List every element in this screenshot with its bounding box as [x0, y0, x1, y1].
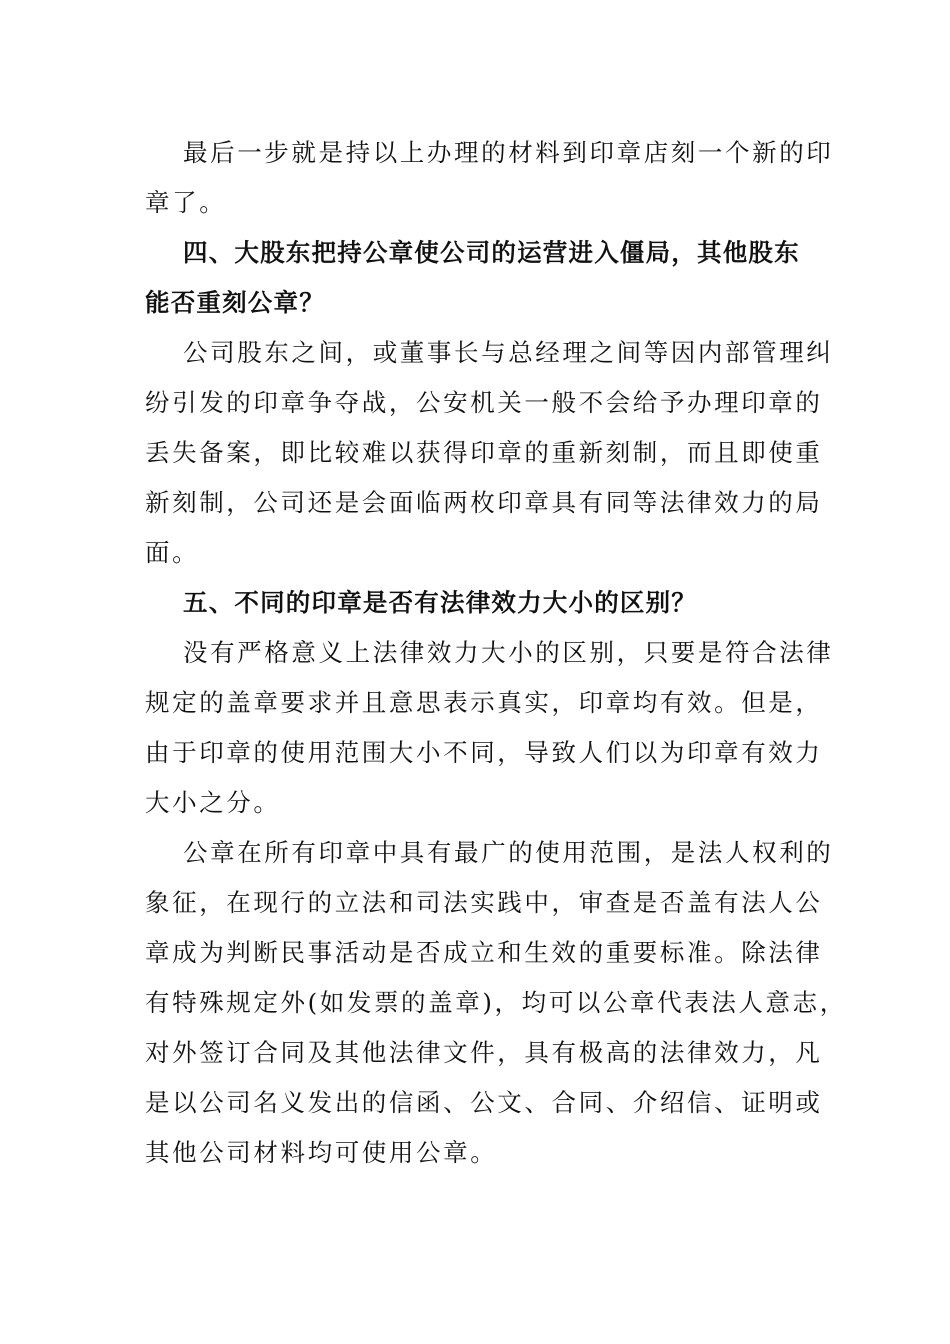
text-line: 是以公司名义发出的信函、公文、合同、介绍信、证明或 — [145, 1088, 823, 1117]
text-line: 纷引发的印章争夺战，公安机关一般不会给予办理印章的 — [145, 388, 823, 417]
text-line: 规定的盖章要求并且意思表示真实，印章均有效。但是， — [145, 688, 823, 717]
paragraph — [145, 128, 834, 228]
paragraph — [145, 628, 834, 828]
text-line: 对外签订合同及其他法律文件，具有极高的法律效力，凡 — [145, 1038, 823, 1067]
text-line: 象征，在现行的立法和司法实践中，审查是否盖有法人公 — [145, 888, 823, 917]
text-line: 新刻制，公司还是会面临两枚印章具有同等法律效力的局 — [145, 488, 823, 517]
text-line: 其他公司材料均可使用公章。 — [145, 1138, 498, 1167]
text-line: 由于印章的使用范围大小不同，导致人们以为印章有效力 — [145, 738, 823, 767]
text-line: 丢失备案，即比较难以获得印章的重新刻制，而且即使重 — [145, 438, 823, 467]
heading-line: 四、大股东把持公章使公司的运营进入僵局，其他股东 — [183, 238, 800, 267]
text-line: 公章在所有印章中具有最广的使用范围，是法人权利的 — [183, 838, 834, 867]
heading-line: 能否重刻公章？ — [145, 288, 325, 317]
text-line: 没有严格意义上法律效力大小的区别，只要是符合法律 — [183, 638, 834, 667]
section-heading — [145, 578, 825, 628]
document-page — [145, 128, 847, 1178]
text-line: 章成为判断民事活动是否成立和生效的重要标准。除法律 — [145, 938, 823, 967]
text-line: 大小之分。 — [145, 788, 281, 817]
text-line: 章了。 — [145, 188, 227, 217]
paragraph — [145, 328, 834, 578]
text-line: 面。 — [145, 538, 200, 567]
heading-line: 五、不同的印章是否有法律效力大小的区别？ — [183, 588, 697, 617]
text-line: 最后一步就是持以上办理的材料到印章店刻一个新的印 — [183, 138, 834, 167]
text-line: 公司股东之间，或董事长与总经理之间等因内部管理纠 — [183, 338, 834, 367]
text-line: 有特殊规定外(如发票的盖章)，均可以公章代表法人意志， — [145, 988, 847, 1017]
section-heading — [145, 228, 825, 328]
paragraph — [145, 828, 847, 1178]
